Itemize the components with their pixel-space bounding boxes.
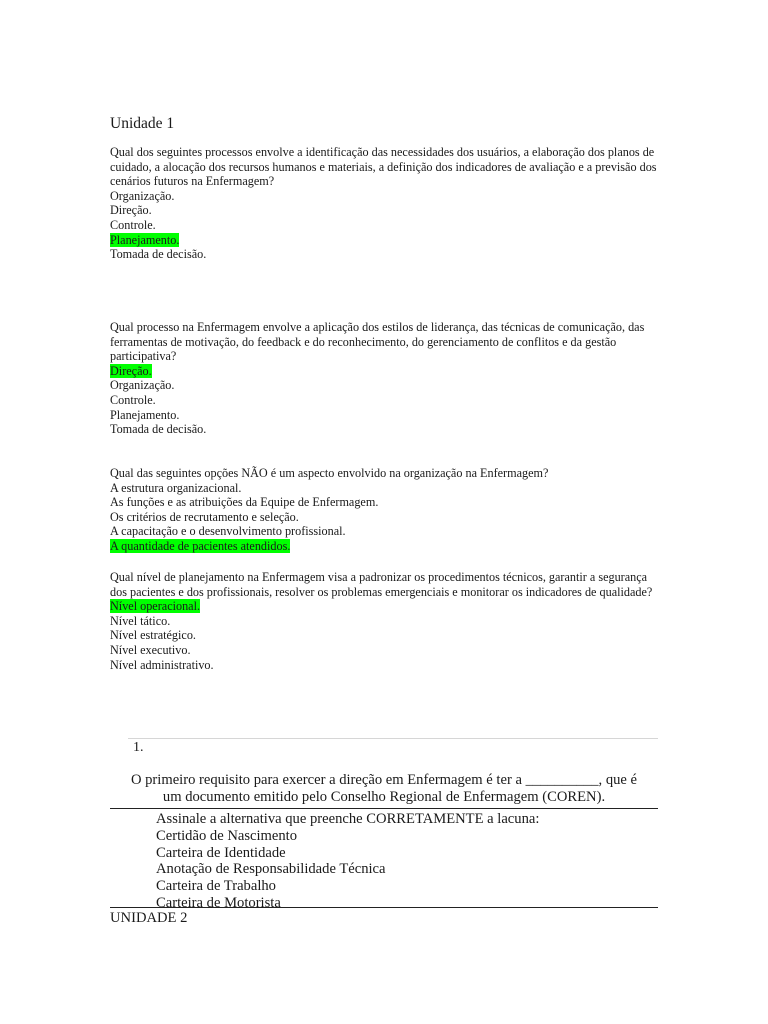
question-2-option-e: Tomada de decisão.: [110, 422, 207, 437]
question-1-option-e: Tomada de decisão.: [110, 247, 207, 262]
question-4-option-b: Nível tático.: [110, 613, 171, 628]
question-1-option-a: Organização.: [110, 188, 175, 203]
question-5-text: [110, 772, 658, 806]
question-2: [110, 320, 662, 437]
question-3: [110, 466, 662, 554]
question-3-option-a: A estrutura organizacional.: [110, 480, 242, 495]
unit-2-title: UNIDADE 2: [110, 910, 188, 926]
question-4-text: Qual nível de planejamento na Enfermagem visa a padronizar os procedimentos técnicos, garantir a segurança dos pacientes e dos profissionais, resolver os problemas emergenciais e monitorar os indicadores de qualidade?: [110, 570, 653, 599]
question-5-option-b: Carteira de Identidade: [156, 844, 286, 861]
question-4-option-e: Nível administrativo.: [110, 657, 214, 672]
question-2-text: Qual processo na Enfermagem envolve a aplicação dos estilos de liderança, das técnicas de comunicação, das ferramentas de motivação, do feedback e do reconhecimento, do gerenciamento de conflitos e da gestão participativa?: [110, 320, 645, 364]
question-4-option-a-highlighted: Nível operacional.: [110, 599, 201, 614]
question-3-text: Qual das seguintes opções NÃO é um aspecto envolvido na organização na Enfermagem?: [110, 466, 549, 480]
question-2-option-a-highlighted: Direção.: [110, 363, 152, 378]
question-1-option-d-highlighted: Planejamento.: [110, 232, 180, 247]
question-5-line-1: O primeiro requisito para exercer a direção em Enfermagem é ter a __________, que é: [130, 772, 638, 788]
question-1-text: Qual dos seguintes processos envolve a identificação das necessidades dos usuários, a elaboração dos planos de cuidado, a alocação dos recursos humanos e materiais, a definição dos indicadores de avaliação e a previsão dos cenários futuros na Enfermagem?: [110, 145, 657, 189]
question-4-option-d: Nível executivo.: [110, 642, 191, 657]
question-2-option-d: Planejamento.: [110, 407, 180, 422]
question-3-option-c: Os critérios de recrutamento e seleção.: [110, 509, 299, 524]
question-5-option-d: Carteira de Trabalho: [156, 878, 276, 895]
question-5-line-2: um documento emitido pelo Conselho Regional de Enfermagem (COREN).: [162, 789, 606, 805]
question-5-alternatives: [156, 811, 539, 912]
question-4-option-c: Nível estratégico.: [110, 628, 196, 643]
divider-top: [110, 808, 658, 809]
question-5-option-e: Carteira de Motorista: [156, 894, 281, 911]
divider-bottom: [110, 907, 658, 908]
question-5-prompt: Assinale a alternativa que preenche CORRETAMENTE a lacuna:: [156, 811, 540, 827]
question-1-option-b: Direção.: [110, 203, 152, 218]
question-5-option-a: Certidão de Nascimento: [156, 827, 298, 844]
question-3-option-e-highlighted: A quantidade de pacientes atendidos.: [110, 538, 291, 553]
question-4: [110, 570, 662, 672]
question-1-option-c: Controle.: [110, 217, 156, 232]
question-5-number: 1.: [133, 740, 144, 755]
question-3-option-b: As funções e as atribuições da Equipe de Enfermagem.: [110, 495, 379, 510]
question-1: [110, 145, 662, 262]
question-5-option-c: Anotação de Responsabilidade Técnica: [156, 861, 386, 878]
question-2-option-c: Controle.: [110, 392, 156, 407]
question-2-option-b: Organização.: [110, 378, 175, 393]
unit-1-title: Unidade 1: [110, 115, 175, 132]
divider-light: [128, 738, 658, 739]
question-3-option-d: A capacitação e o desenvolvimento profissional.: [110, 524, 346, 539]
